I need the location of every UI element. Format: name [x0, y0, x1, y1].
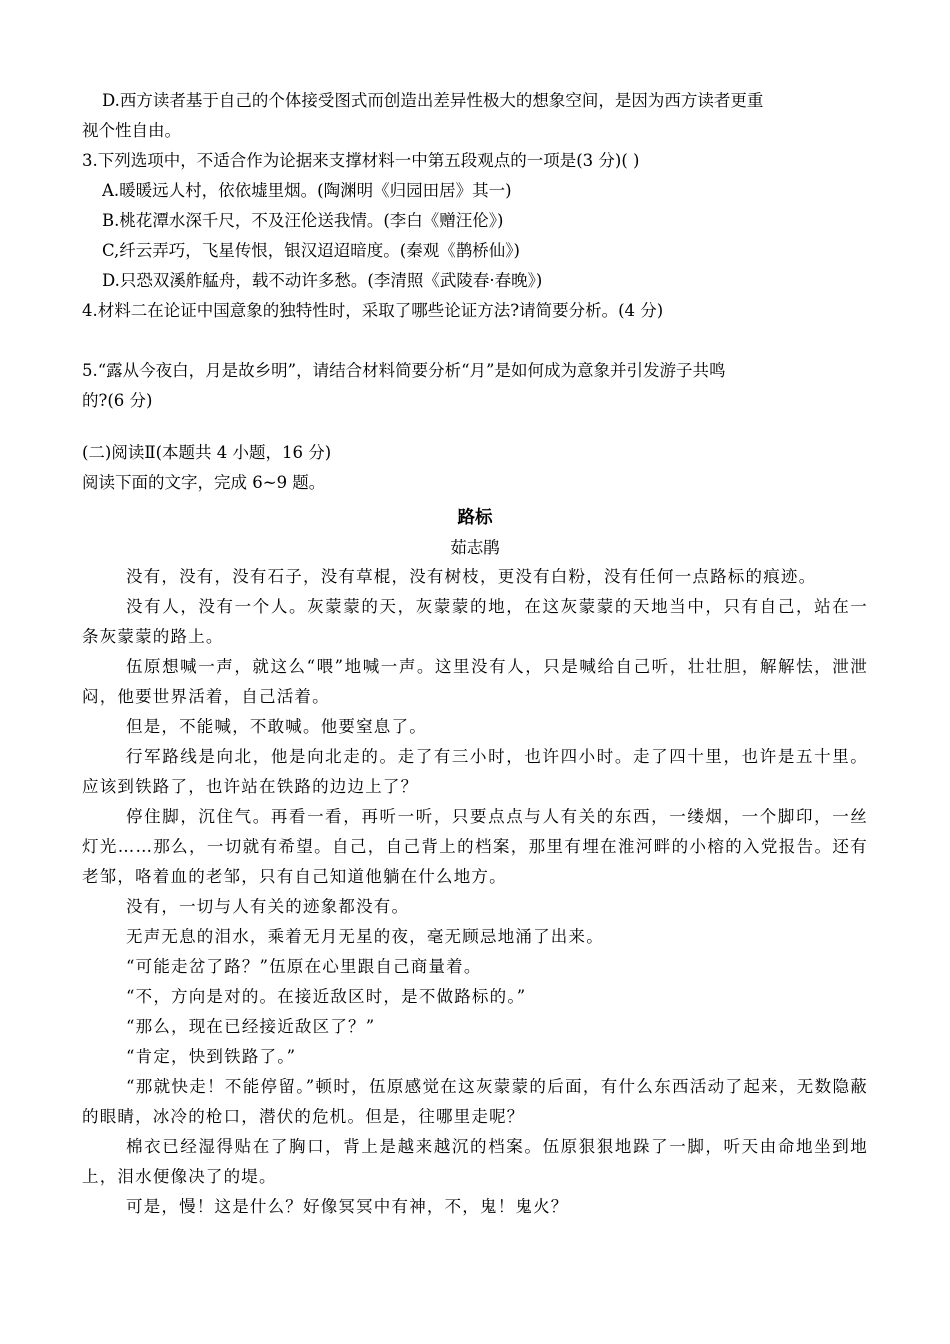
story-paragraph: 棉衣已经湿得贴在了胸口，背上是越来越沉的档案。伍原狠狠地跺了一脚，听天由命地坐到地上，泪水便像决了的堤。: [82, 1137, 868, 1186]
document-page: [82, 86, 868, 1222]
story-paragraph: 无声无息的泪水，乘着无月无星的夜，毫无顾忌地涌了出来。: [126, 927, 604, 946]
q3-option-c: C,纤云弄巧，飞星传恨，银汉迢迢暗度。(秦观《鹊桥仙》): [102, 241, 520, 260]
q3-option-a: A.暖暖远人村，依依墟里烟。(陶渊明《归园田居》其一): [102, 181, 512, 200]
q4-stem: 4.材料二在论证中国意象的独特性时，采取了哪些论证方法?请简要分析。(4 分): [82, 301, 664, 320]
q3-option-b: B.桃花潭水深千尺，不及汪伦送我情。(李白《赠汪伦》): [102, 211, 504, 230]
story-paragraph: “可能走岔了路？”伍原在心里跟自己商量着。: [126, 957, 482, 976]
story-paragraph: 伍原想喊一声，就这么“喂”地喊一声。这里没有人，只是喊给自己听，壮壮胆，解解怯，泄泄闷，他要世界活着，自己活着。: [82, 657, 868, 706]
story-paragraph: “那么，现在已经接近敌区了？”: [126, 1017, 376, 1036]
story-paragraph: 可是，慢！这是什么？好像冥冥中有神，不，鬼！鬼火？: [126, 1197, 569, 1216]
q2-option-d-line2: 视个性自由。: [82, 121, 181, 140]
story-paragraph: “肯定，快到铁路了。”: [126, 1047, 297, 1066]
q3-stem: 3.下列选项中，不适合作为论据来支撑材料一中第五段观点的一项是(3 分)( ): [82, 151, 640, 170]
story-author: 茹志鹃: [450, 538, 500, 557]
story-paragraph: 行军路线是向北，他是向北走的。走了有三小时，也许四小时。走了四十里，也许是五十里。应该到铁路了，也许站在铁路的边边上了？: [82, 747, 868, 796]
story-paragraph: 停住脚，沉住气。再看一看，再听一听，只要点点与人有关的东西，一缕烟，一个脚印，一丝灯光……那么，一切就有希望。自己，自己背上的档案，那里有埋在淮河畔的小榕的入党报告。还有老邹，咯着血的老邹，只有自己知道他躺在什么地方。: [82, 807, 868, 886]
q3-option-d: D.只恐双溪舴艋舟，载不动许多愁。(李清照《武陵春·春晚》): [102, 271, 543, 290]
story-paragraph: “不，方向是对的。在接近敌区时，是不做路标的。”: [126, 987, 527, 1006]
story-paragraph: 没有，没有，没有石子，没有草棍，没有树枝，更没有白粉，没有任何一点路标的痕迹。: [126, 567, 817, 586]
q2-option-d-line1: D.西方读者基于自己的个体接受图式而创造出差异性极大的想象空间，是因为西方读者更重: [102, 91, 764, 110]
story-paragraph: 但是，不能喊，不敢喊。他要窒息了。: [126, 717, 427, 736]
section-instruction: 阅读下面的文字，完成 6~9 题。: [82, 473, 326, 492]
story-body: [82, 562, 868, 1222]
story-title: 路标: [457, 508, 493, 528]
q5-line2: 的?(6 分): [82, 391, 153, 410]
story-paragraph: 没有人，没有一个人。灰蒙蒙的天，灰蒙蒙的地，在这灰蒙蒙的天地当中，只有自己，站在一条灰蒙蒙的路上。: [82, 597, 868, 646]
q2-option-d: [82, 86, 868, 146]
story-paragraph: 没有，一切与人有关的迹象都没有。: [126, 897, 410, 916]
q5-line1: 5.“露从今夜白，月是故乡明”，请结合材料简要分析“月”是如何成为意象并引发游子共鸣: [82, 361, 726, 380]
section-header: (二)阅读Ⅱ(本题共 4 小题，16 分): [82, 443, 332, 462]
story-paragraph: “那就快走！不能停留。”顿时，伍原感觉在这灰蒙蒙的后面，有什么东西活动了起来，无数隐蔽的眼睛，冰冷的枪口，潜伏的危机。但是，往哪里走呢？: [82, 1077, 868, 1126]
q5-stem: [82, 356, 868, 416]
